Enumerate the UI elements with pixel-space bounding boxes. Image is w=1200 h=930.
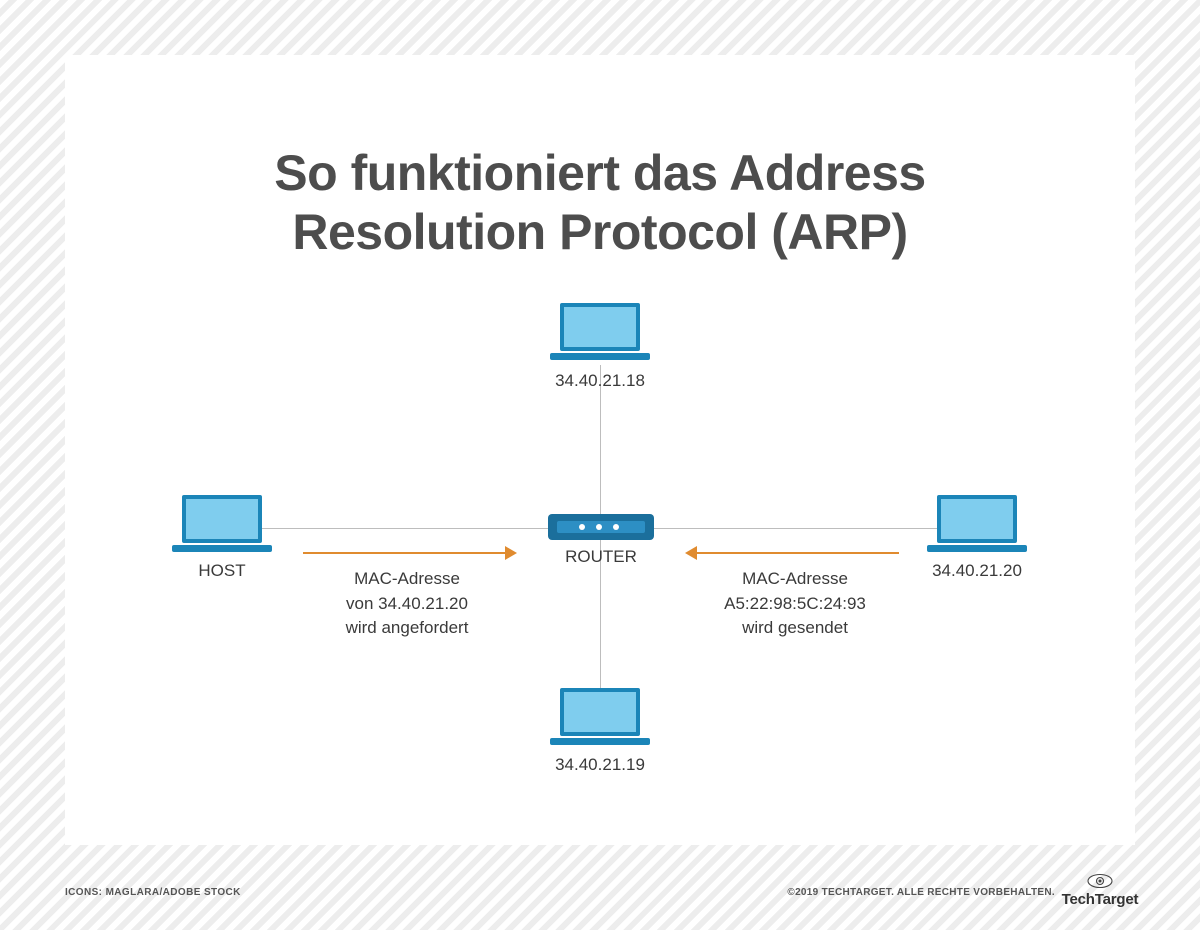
arrow-shaft [303, 552, 511, 554]
laptop-icon-top [550, 303, 650, 365]
caption-line-2: von 34.40.21.20 [346, 593, 468, 613]
laptop-base [550, 738, 650, 745]
node-label-left: HOST [198, 561, 246, 580]
router-icon [548, 514, 654, 540]
node-label-top: 34.40.21.18 [555, 371, 645, 390]
arrow-head-right [505, 546, 517, 560]
router-led [613, 524, 619, 530]
caption-line-3: wird gesendet [742, 618, 848, 638]
eye-icon [1087, 873, 1113, 889]
node-label-right: 34.40.21.20 [932, 561, 1022, 580]
arrow-shaft [691, 552, 899, 554]
laptop-icon-bottom [550, 688, 650, 750]
laptop-screen [937, 495, 1017, 543]
caption-line-3: wird angefordert [345, 618, 469, 638]
flow-arrow-request [297, 544, 517, 562]
icon-credit: ICONS: MAGLARA/ADOBE STOCK [65, 887, 241, 898]
node-label-center: ROUTER [565, 547, 637, 566]
arrow-head-left [685, 546, 697, 560]
flow-arrow-reply [685, 544, 905, 562]
diagram-canvas [65, 55, 1135, 845]
brand-logo [1060, 873, 1140, 909]
caption-line-2: A5:22:98:5C:24:93 [724, 593, 866, 613]
laptop-base [172, 545, 272, 552]
laptop-base [550, 353, 650, 360]
laptop-screen [182, 495, 262, 543]
laptop-screen [560, 303, 640, 351]
footer [0, 845, 1200, 930]
flow-caption-request [267, 567, 547, 641]
flow-caption-reply [655, 567, 935, 641]
laptop-icon-right [927, 495, 1027, 557]
brand-name: TechTarget [1061, 891, 1139, 908]
title-line-1: So funktioniert das Address [274, 144, 926, 201]
laptop-base [927, 545, 1027, 552]
copyright-notice: ©2019 TECHTARGET. ALLE RECHTE VORBEHALTEN. [787, 887, 1055, 898]
network-diagram [65, 55, 1135, 845]
laptop-screen [560, 688, 640, 736]
laptop-icon-left [172, 495, 272, 557]
caption-line-1: MAC-Adresse [354, 569, 460, 588]
caption-line-1: MAC-Adresse [742, 569, 848, 588]
router-led [596, 524, 602, 530]
title-line-2: Resolution Protocol (ARP) [292, 203, 908, 260]
router-led [579, 524, 585, 530]
node-label-bottom: 34.40.21.19 [555, 755, 645, 774]
